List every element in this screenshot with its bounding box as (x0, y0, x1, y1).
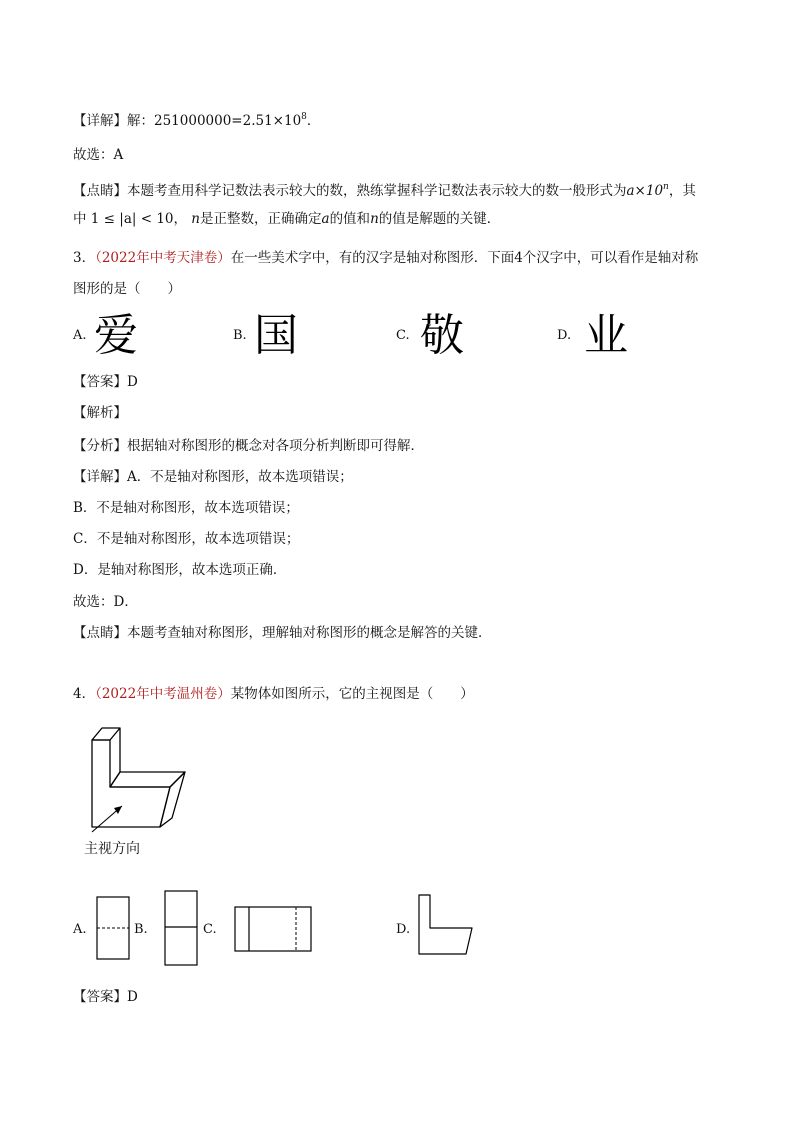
q3-detail-c: C．不是轴对称图形，故本选项错误； (73, 531, 300, 547)
q3-option-a-char: 爱 (94, 310, 138, 361)
q4-option-b-label: B. (134, 922, 148, 937)
q3-analyze-line (73, 437, 424, 455)
inequality: 1 ≤ |a| < 10 (90, 211, 174, 227)
q3-detail-line (73, 468, 353, 486)
var-n2: n (370, 211, 379, 227)
q3-point-line (73, 624, 492, 642)
q4-option-b-figure (164, 890, 198, 966)
detail-exponent: 8 (301, 112, 307, 122)
point-tag: 【点睛】 (73, 625, 127, 641)
analyze-tag: 【分析】 (73, 438, 127, 454)
q3-option-b-label: B. (233, 328, 247, 343)
detail-tag: 【详解】 (73, 113, 127, 129)
q4-source: （2022年中考温州卷） (95, 686, 231, 702)
q4-option-c-label: C. (203, 922, 217, 937)
line2-c: 是正整数，正确确定 (200, 211, 322, 227)
detail-a: A．不是轴对称图形，故本选项错误； (127, 469, 353, 485)
q3-option-b-char: 国 (254, 310, 298, 361)
q3-choice: 故选：D． (73, 594, 138, 610)
q3-source: （2022年中考天津卷） (95, 250, 231, 266)
q3-option-d-label: D. (557, 328, 572, 343)
q4-answer-line (73, 988, 138, 1006)
q3-stem-line1 (73, 249, 698, 267)
q3-stem-line2: 图形的是（ ） (73, 281, 181, 297)
q4-option-d-figure (418, 894, 474, 956)
q4-option-a-label: A. (73, 922, 87, 937)
q3-option-d-char: 业 (584, 310, 628, 361)
q2-point-line (73, 178, 696, 200)
line2-d: 的值和 (329, 211, 371, 227)
point-formula: a×10 (626, 183, 664, 199)
answer-value: D (127, 989, 138, 1005)
q3-option-c-char: 敬 (420, 310, 464, 361)
q4-stem: 某物体如图所示，它的主视图是（ ） (230, 686, 474, 702)
point-tag: 【点睛】 (73, 183, 127, 199)
detail-tag: 【详解】 (73, 469, 127, 485)
q3-answer-line (73, 373, 138, 391)
q4-number: 4． (73, 686, 96, 702)
line2-b: ， (173, 211, 187, 227)
detail-text: 解：251000000=2.51×10 (127, 113, 302, 129)
q3-analysis-tag: 【解析】 (73, 405, 127, 421)
q4-figure-caption: 主视方向 (84, 841, 140, 857)
q4-option-a-figure (96, 896, 130, 960)
analyze-text: 根据轴对称图形的概念对各项分析判断即可得解． (127, 438, 424, 454)
line2-e: 的值是解题的关键． (378, 211, 501, 227)
q3-number: 3． (73, 250, 96, 266)
point-text: 本题考查轴对称图形，理解轴对称图形的概念是解答的关键． (127, 625, 492, 641)
detail-end: ． (306, 113, 321, 129)
q4-option-c-figure (234, 906, 312, 952)
q2-choice: 故选：A (73, 147, 124, 163)
var-n: n (191, 211, 200, 227)
q3-stem: 在一些美术字中，有的汉字是轴对称图形．下面4个汉字中，可以看作是轴对称 (230, 250, 699, 266)
q4-stem-line (73, 685, 474, 703)
line2-a: 中 (73, 211, 87, 227)
answer-tag: 【答案】 (73, 374, 127, 390)
q3-detail-d: D．是轴对称图形，故本选项正确． (73, 562, 287, 578)
q3-detail-b: B．不是轴对称图形，故本选项错误； (73, 500, 299, 516)
q2-detail-line (73, 108, 320, 130)
point-formula-exp: n (663, 182, 669, 192)
point-text: 本题考查用科学记数法表示较大的数，熟练掌握科学记数法表示较大的数一般形式为 (127, 183, 627, 199)
q4-option-d-label: D. (396, 922, 411, 937)
answer-value: D (127, 374, 138, 390)
q2-point-line2 (73, 210, 500, 228)
var-a: a (321, 211, 330, 227)
q3-option-a-label: A. (73, 328, 87, 343)
q3-option-c-label: C. (396, 328, 410, 343)
answer-tag: 【答案】 (73, 989, 127, 1005)
point-text-end: ，其 (668, 183, 696, 199)
